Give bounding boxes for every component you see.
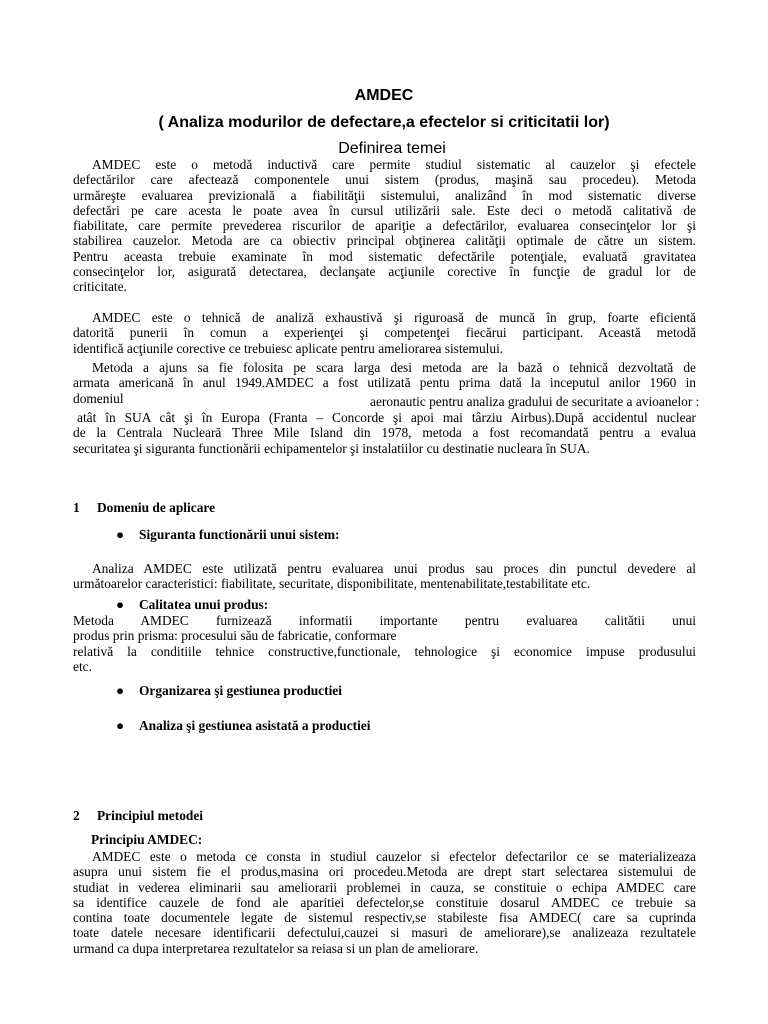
section-1-paragraph-2 <box>73 613 696 674</box>
bullet-organizarea <box>116 683 342 699</box>
text-line: Pentru aceasta trebuie examinate în mod sistematic defectările potenţiale, evaluată gravitatea <box>73 248 696 264</box>
text-line: atât în SUA cât şi în Europa (Franta – Concorde şi apoi mai târziu Airbus).După accidentul nuclear <box>77 410 696 425</box>
bullet-label: Analiza şi gestiunea asistată a productiei <box>139 718 371 733</box>
intro-paragraph-3 <box>73 360 696 391</box>
section-2-number: 2 <box>73 808 80 823</box>
text-line: aeronautic pentru analiza gradului de securitate a avioanelor : <box>370 394 700 409</box>
text-line: armata americană în anul 1949.AMDEC a fost utilizată pentu prima dată la inceputul anilor 1960 in <box>73 375 696 391</box>
text-line: următoarelor caracteristici: fiabilitate, securitate, disponibilitate, mentenabilitate,testabilitate etc. <box>73 576 591 592</box>
intro-paragraph-2 <box>73 310 696 356</box>
text-line: fiabilitate, care permite prevederea riscurilor de apariţie a defectărilor, evaluarea consecinţelor lor şi <box>73 218 696 234</box>
bullet-siguranta <box>116 527 340 543</box>
intro-paragraph-1 <box>73 157 696 295</box>
section-2-heading: Principiul metodei <box>97 808 204 823</box>
text-line: defectări pe care acesta le poate avea în cursul utilizării sale. Este deci o metodă calitativă de <box>73 202 696 218</box>
text-line: etc. <box>73 658 92 674</box>
text-line: urmand ca dupa interpretarea rezultatelor sa reiasa si un plan de ameliorare. <box>73 940 479 956</box>
text-line: Analiza AMDEC este utilizată pentru evaluarea unui produs sau proces din punctul devedere al <box>92 561 696 576</box>
text-line: defectărilor care afectează componentele unui sistem (produs, maşină sau procedeu). Metoda <box>73 172 696 188</box>
text-line: Metoda AMDEC furnizează informatii importante pentru evaluarea calitătii unui <box>73 613 696 628</box>
section-2-paragraph <box>73 849 696 956</box>
document-subtitle: ( Analiza modurilor de defectare,a efectelor si criticitatii lor) <box>158 114 610 131</box>
text-line: criticitate. <box>73 279 127 295</box>
text-line: domeniul <box>73 391 124 406</box>
bullet-dot-icon: ● <box>116 527 125 542</box>
text-line: consecinţelor lor, asigurată detectarea, declanşate acţiunile corective în funcţie de gradul lor de <box>73 264 696 280</box>
bullet-dot-icon: ● <box>116 683 125 698</box>
text-line: identifică acţiunile corective ce trebuiesc aplicate pentru ameliorarea sistemului. <box>73 340 504 356</box>
section-1-heading: Domeniu de aplicare <box>97 500 216 515</box>
bullet-label: Organizarea şi gestiunea productiei <box>139 683 342 698</box>
text-line: urmăreşte evaluarea previzională a fiabilităţii sistemului, analizând în mod sistematic diverse <box>73 187 696 203</box>
text-line: datorită punerii în comun a experienţei şi competenţei fiecărui participant. Această metodă <box>73 325 696 341</box>
text-line: stabilirea cauzelor. Metoda are ca obiectiv principal obţinerea calităţii optimale de către un sistem. <box>73 233 696 249</box>
text-line: sa identifice cauzele de fond ale aparitiei defectelor,se constituie dosarul AMDEC ce trebuie sa <box>73 894 696 910</box>
bullet-label: Calitatea unui produs: <box>139 597 269 612</box>
text-line: Metoda a ajuns sa fie folosita pe scara larga desi metoda are la bază o tehnică dezvoltată de <box>92 360 696 375</box>
text-line: AMDEC este o metodă inductivă care permite studiul sistematic al cauzelor şi efectele <box>92 157 696 172</box>
bullet-label: Siguranta functionării unui sistem: <box>139 527 340 542</box>
text-line: AMDEC este o tehnică de analiză exhaustivă şi riguroasă de muncă în grup, foarte eficientă <box>92 310 696 325</box>
text-line: relativă la conditiile tehnice constructive,functionale, tehnologice şi economice impuse produsului <box>73 643 696 659</box>
bullet-analiza <box>116 718 371 734</box>
bullet-dot-icon: ● <box>116 597 125 612</box>
bullet-calitatea <box>116 597 269 613</box>
intro-paragraph-3-cont <box>73 410 696 456</box>
text-line: studiat in vederea eliminarii sau ameliorarii problemei in cauza, se constituie o echipa AMDEC care <box>73 879 696 895</box>
text-line: de la Centrala Nucleară Three Mile Island din 1978, metoda a fost recomandată pentru a evalua <box>73 425 696 441</box>
text-line: produs prin prisma: procesului său de fabricatie, conformare <box>73 628 397 644</box>
text-line: AMDEC este o metoda ce consta in studiul cauzelor si efectelor defectarilor ce se materializeaza <box>92 849 696 864</box>
text-line: contina toate documentele legate de sistemul respectiv,se stabileste fisa AMDEC( care sa cuprinda <box>73 910 696 926</box>
document-title: AMDEC <box>354 87 414 104</box>
text-line: securitatea şi siguranta functionării echipamentelor şi instalatiilor cu destinatie nucleara în SUA. <box>73 440 590 456</box>
bullet-dot-icon: ● <box>116 718 125 733</box>
text-line: asupra unui sistem fie el produs,masina ori procedeu.Metoda are drept start selectarea sistemului de <box>73 864 696 880</box>
section-2-subheading: Principiu AMDEC: <box>91 832 203 847</box>
section-definition-heading: Definirea temei <box>338 140 446 157</box>
text-line: toate datele necesare identificarii defectului,cauzei si masuri de ameliorare),se analizeaza rezultatele <box>73 925 696 941</box>
section-1-number: 1 <box>73 500 80 515</box>
section-1-paragraph-1 <box>73 561 696 592</box>
